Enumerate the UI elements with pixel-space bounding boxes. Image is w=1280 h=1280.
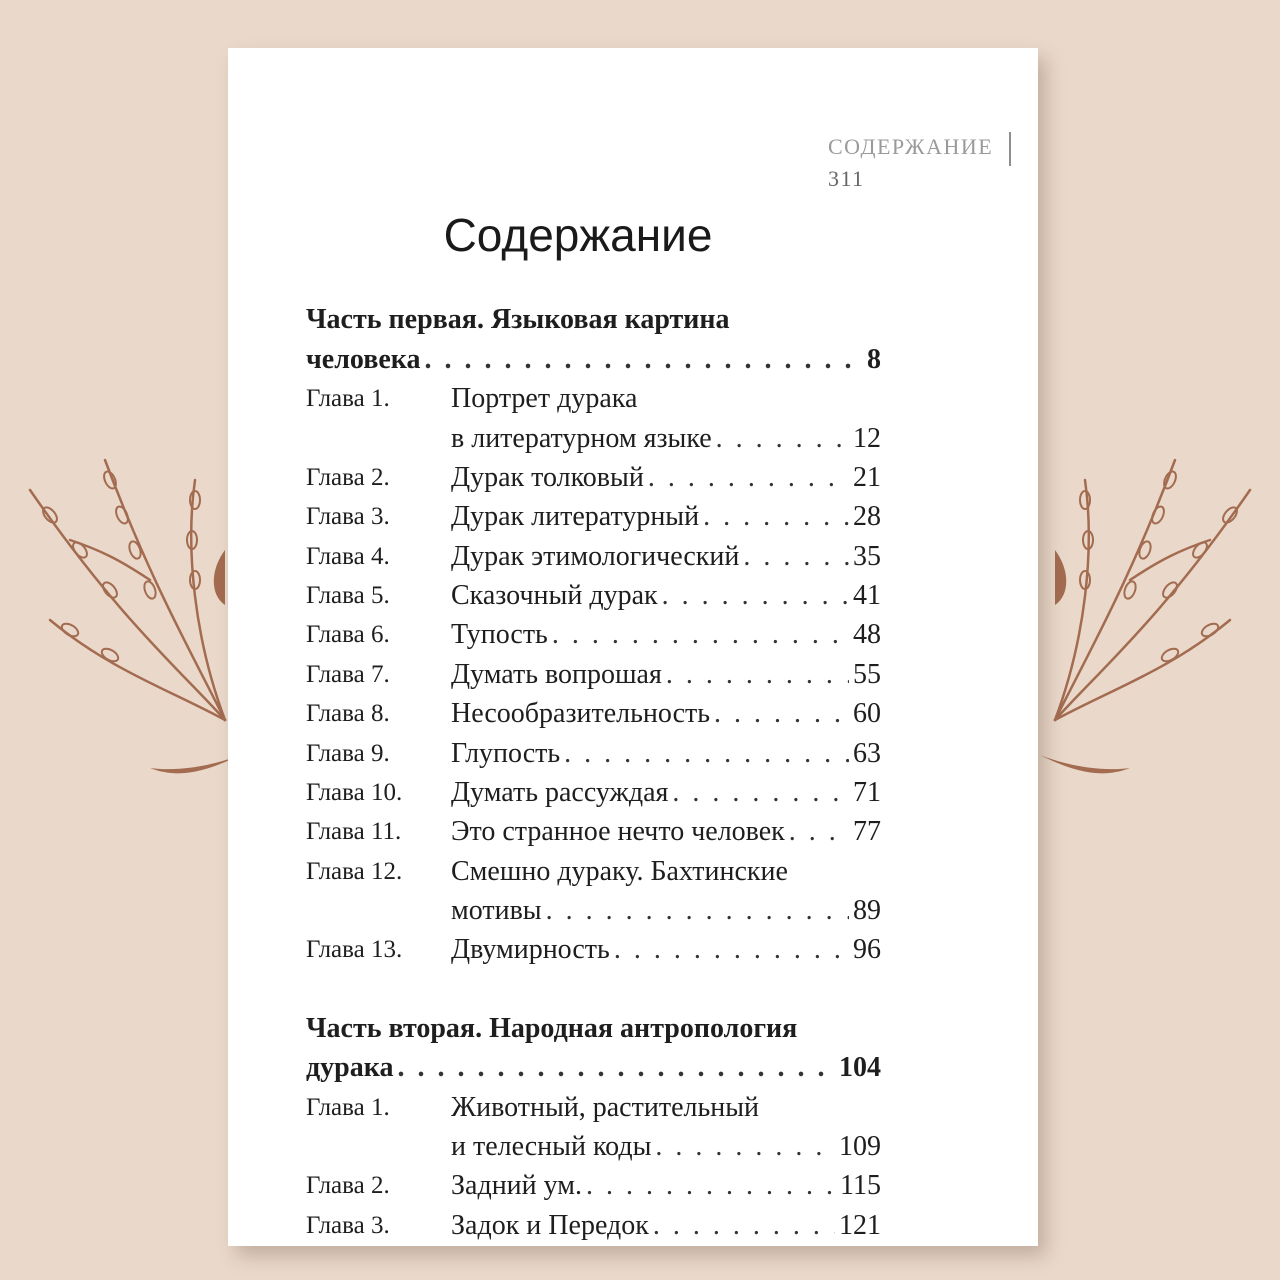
chapter-label: Глава 2. [306, 1172, 390, 1199]
chapter-entry[interactable] [306, 379, 881, 419]
chapter-page: 28 [853, 501, 881, 532]
running-head-label: СОДЕРЖАНИЕ [828, 134, 994, 160]
chapter-label: Глава 11. [306, 818, 402, 845]
chapter-title: Сказочный дурак [451, 580, 658, 611]
part-entry[interactable] [306, 1048, 881, 1088]
chapter-title: Глупость [451, 738, 561, 769]
leader-dots [666, 655, 849, 695]
chapter-entry[interactable] [306, 1088, 881, 1128]
book-page [228, 48, 1038, 1246]
chapter-page: 115 [840, 1170, 881, 1201]
chapter-label: Глава 6. [306, 621, 390, 648]
chapter-page: 55 [853, 659, 881, 690]
chapter-page: 96 [853, 934, 881, 965]
running-head [828, 132, 1038, 192]
chapter-entry-cont[interactable] [306, 891, 881, 931]
chapter-entry[interactable] [306, 576, 881, 616]
chapter-title: Смешно дураку. Бахтинские [451, 856, 788, 887]
willow-branch-right-icon [1030, 420, 1270, 800]
chapter-label: Глава 5. [306, 582, 390, 609]
part-page: 8 [867, 344, 881, 375]
chapter-entry[interactable] [306, 615, 881, 655]
chapter-label: Глава 2. [306, 464, 390, 491]
chapter-entry[interactable] [306, 497, 881, 537]
chapter-entry[interactable] [306, 655, 881, 695]
part-entry[interactable] [306, 340, 881, 380]
chapter-page: 21 [853, 462, 881, 493]
leader-dots [655, 1127, 835, 1167]
chapter-page: 121 [839, 1210, 881, 1241]
chapter-label: Глава 1. [306, 1094, 390, 1121]
chapter-entry-cont[interactable] [306, 419, 881, 459]
chapter-title: Тупость [451, 619, 548, 650]
chapter-label: Глава 7. [306, 661, 390, 688]
part-page: 104 [839, 1052, 881, 1083]
chapter-label: Глава 13. [306, 936, 403, 963]
chapter-title: Думать рассуждая [451, 777, 669, 808]
part-title: Часть первая. Языковая картина [306, 304, 730, 335]
chapter-page: 71 [853, 777, 881, 808]
leader-dots [648, 458, 849, 498]
part-title: Часть вторая. Народная антропология [306, 1013, 798, 1044]
chapter-label: Глава 8. [306, 700, 390, 727]
chapter-entry[interactable] [306, 734, 881, 774]
chapter-page: 35 [853, 541, 881, 572]
page-title: Содержание [443, 209, 713, 261]
part-title-line [306, 1009, 881, 1049]
chapter-entry[interactable] [306, 537, 881, 577]
leader-dots [586, 1166, 836, 1206]
chapter-page: 60 [853, 698, 881, 729]
chapter-entry[interactable] [306, 852, 881, 892]
part-title-line [306, 300, 881, 340]
chapter-page: 109 [839, 1131, 881, 1162]
chapter-entry[interactable] [306, 773, 881, 813]
chapter-title: Думать вопрошая [451, 659, 662, 690]
chapter-page: 89 [853, 895, 881, 926]
chapter-title: Дурак этимологический [451, 541, 740, 572]
chapter-entry[interactable] [306, 930, 881, 970]
leader-dots [546, 891, 849, 931]
chapter-label: Глава 10. [306, 779, 403, 806]
leader-dots [653, 1206, 835, 1246]
chapter-page: 48 [853, 619, 881, 650]
part-title-cont: дурака [306, 1052, 394, 1083]
chapter-title: Дурак толковый [451, 462, 644, 493]
chapter-title: Двумирность [451, 934, 610, 965]
chapter-page: 77 [853, 816, 881, 847]
chapter-entry[interactable] [306, 1206, 881, 1246]
chapter-title: Портрет дурака [451, 383, 638, 414]
chapter-label: Глава 12. [306, 858, 403, 885]
leader-dots [789, 812, 849, 852]
leader-dots [743, 537, 849, 577]
chapter-entry[interactable] [306, 694, 881, 734]
leader-dots [703, 497, 849, 537]
chapter-page: 41 [853, 580, 881, 611]
chapter-label: Глава 4. [306, 543, 390, 570]
chapter-title: Дурак литературный [451, 501, 700, 532]
chapter-entry-cont[interactable] [306, 1127, 881, 1167]
chapter-title: Задок и Передок [451, 1210, 649, 1241]
chapter-entry[interactable] [306, 1166, 881, 1206]
leader-dots [614, 930, 849, 970]
chapter-entry[interactable] [306, 458, 881, 498]
willow-branch-left-icon [10, 420, 250, 800]
chapter-label: Глава 3. [306, 1212, 390, 1239]
chapter-title-cont: и телесный коды [451, 1131, 652, 1162]
leader-dots [662, 576, 849, 616]
leader-dots [552, 615, 849, 655]
leader-dots [425, 340, 864, 380]
page-number: 311 [828, 166, 865, 191]
leader-dots [397, 1048, 835, 1088]
running-head-divider [1009, 132, 1011, 166]
chapter-label: Глава 1. [306, 385, 390, 412]
chapter-title: Животный, растительный [451, 1092, 760, 1123]
chapter-label: Глава 3. [306, 503, 390, 530]
chapter-title: Несообразительность [451, 698, 711, 729]
chapter-entry[interactable] [306, 812, 881, 852]
chapter-title: Это странное нечто человек [451, 816, 785, 847]
leader-dots [716, 419, 849, 459]
part-title-cont: человека [306, 344, 421, 375]
leader-dots [672, 773, 849, 813]
chapter-title: Задний ум. [451, 1170, 583, 1201]
chapter-page: 12 [853, 423, 881, 454]
chapter-title-cont: в литературном языке [451, 423, 712, 454]
leader-dots [564, 734, 849, 774]
leader-dots [714, 694, 849, 734]
chapter-label: Глава 9. [306, 740, 390, 767]
chapter-page: 63 [853, 738, 881, 769]
chapter-title-cont: мотивы [451, 895, 542, 926]
